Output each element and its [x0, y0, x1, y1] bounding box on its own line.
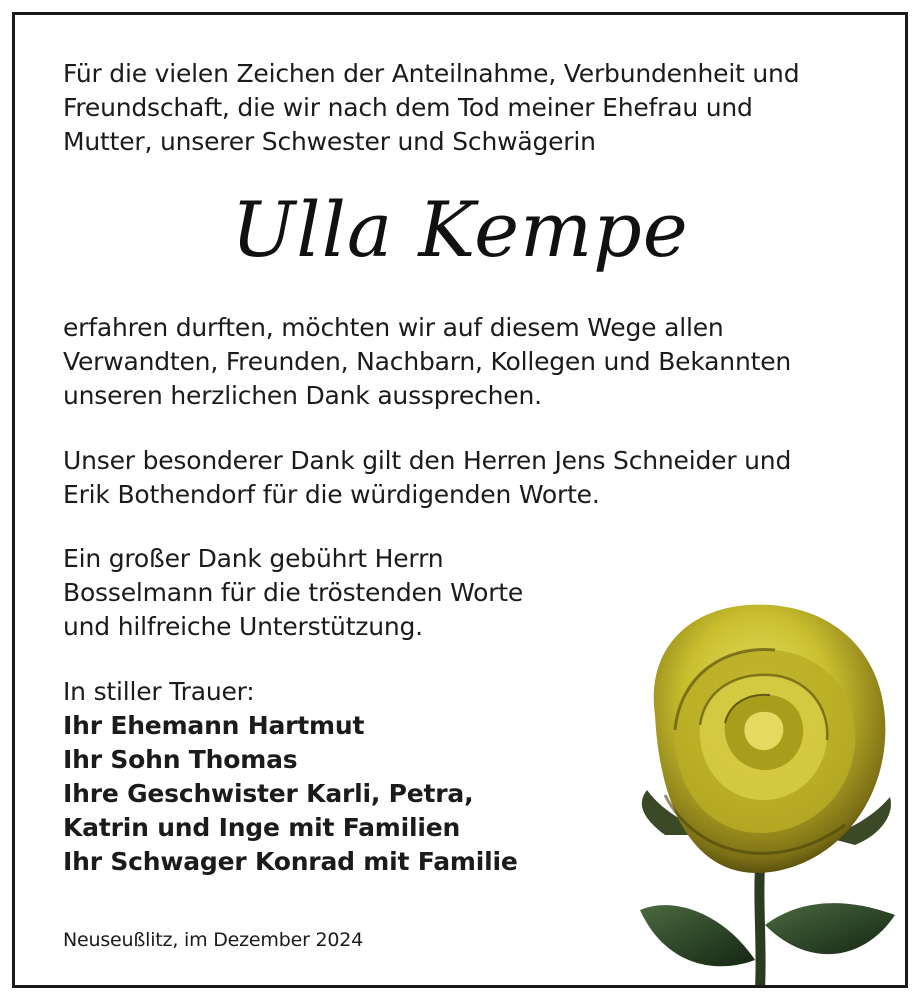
intro-paragraph	[63, 57, 799, 159]
deceased-name: Ulla Kempe	[231, 185, 689, 274]
rose-leaf	[765, 903, 895, 954]
intro-line: Freundschaft, die wir nach dem Tod meiner Ehefrau und	[63, 93, 753, 122]
place-date: Neuseußlitz, im Dezember 2024	[63, 929, 364, 951]
great-thanks-line: Ein großer Dank gebührt Herrn	[63, 544, 444, 573]
mourner-name: Ihr Schwager Konrad mit Familie	[63, 847, 518, 876]
mourner-name: Ihr Ehemann Hartmut	[63, 711, 365, 740]
great-thanks-paragraph	[63, 542, 523, 644]
special-thanks-paragraph	[63, 444, 791, 512]
mourner-name: Ihr Sohn Thomas	[63, 745, 298, 774]
thanks-paragraph	[63, 311, 791, 413]
great-thanks-line: und hilfreiche Unterstützung.	[63, 612, 423, 641]
mourner-name: Katrin und Inge mit Familien	[63, 813, 461, 842]
rose-image	[605, 565, 905, 988]
great-thanks-line: Bosselmann für die tröstenden Worte	[63, 578, 524, 607]
rose-stem	[754, 865, 765, 988]
mourning-intro: In stiller Trauer:	[63, 677, 255, 706]
rose-leaf	[640, 905, 755, 966]
intro-line: Für die vielen Zeichen der Anteilnahme, Verbundenheit und	[63, 59, 800, 88]
intro-line: Mutter, unserer Schwester und Schwägerin	[63, 127, 596, 156]
obituary-thank-you-notice	[12, 12, 908, 988]
thanks-line: unseren herzlichen Dank aussprechen.	[63, 381, 542, 410]
mourner-name: Ihre Geschwister Karli, Petra,	[63, 779, 474, 808]
special-thanks-line: Unser besonderer Dank gilt den Herren Jens Schneider und	[63, 446, 792, 475]
thanks-line: erfahren durften, möchten wir auf diesem Wege allen	[63, 313, 724, 342]
thanks-line: Verwandten, Freunden, Nachbarn, Kollegen und Bekannten	[63, 347, 792, 376]
mourners-section	[63, 675, 518, 879]
special-thanks-line: Erik Bothendorf für die würdigenden Worte.	[63, 480, 600, 509]
